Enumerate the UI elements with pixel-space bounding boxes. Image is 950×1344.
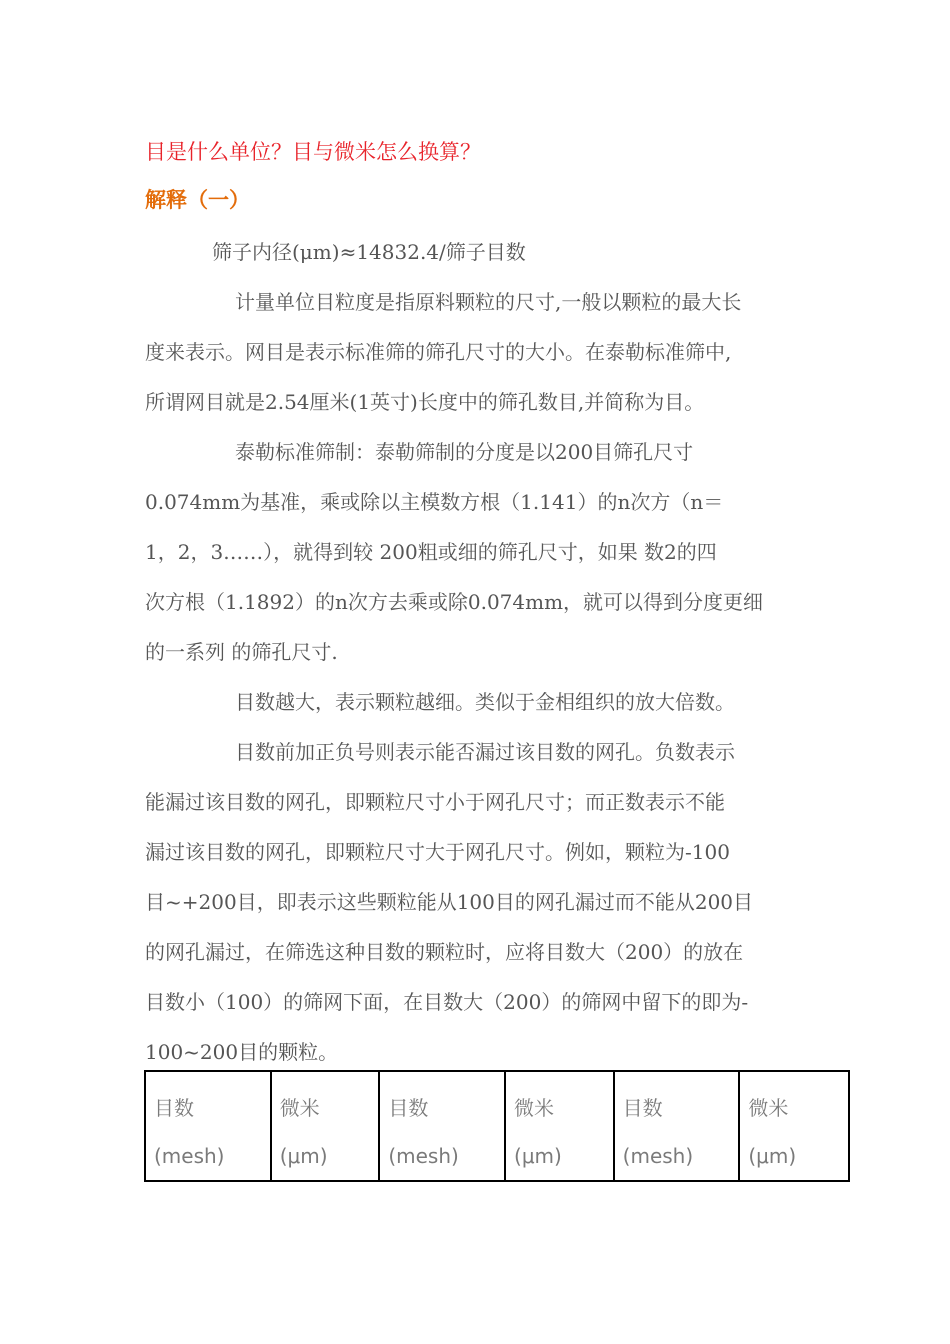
- section-heading: 解释（一）: [145, 187, 250, 212]
- header-mesh: [145, 1071, 271, 1181]
- paragraph-line: 的网孔漏过，在筛选这种目数的颗粒时，应将目数大（200）的放在: [145, 940, 744, 964]
- header-micron: [271, 1071, 380, 1181]
- paragraph-line: 计量单位目粒度是指原料颗粒的尺寸,一般以颗粒的最大长: [235, 290, 742, 314]
- formula-line: 筛子内径(μm)≈14832.4/筛子目数: [212, 240, 526, 264]
- header-mesh: [614, 1071, 740, 1181]
- header-label: 目数: [154, 1096, 194, 1120]
- header-micron: [505, 1071, 614, 1181]
- header-mesh: [379, 1071, 505, 1181]
- paragraph-line: 泰勒标准筛制：泰勒筛制的分度是以200目筛孔尺寸: [235, 440, 694, 464]
- header-label: 微米: [279, 1096, 320, 1120]
- header-unit: (μm): [279, 1144, 328, 1168]
- paragraph-line: 目数小（100）的筛网下面，在目数大（200）的筛网中留下的即为-: [145, 990, 749, 1014]
- header-label: 目数: [622, 1096, 663, 1120]
- paragraph-line: 度来表示。网目是表示标准筛的筛孔尺寸的大小。在泰勒标准筛中,: [145, 340, 732, 364]
- mesh-conversion-table: [144, 1070, 850, 1182]
- paragraph-line: 所谓网目就是2.54厘米(1英寸)长度中的筛孔数目,并简称为目。: [145, 390, 705, 414]
- paragraph-line: 1，2，3……），就得到较 200粗或细的筛孔尺寸，如果 数2的四: [145, 540, 717, 564]
- table-header-row: [145, 1071, 849, 1181]
- header-label: 微米: [748, 1096, 789, 1120]
- paragraph-line: 100~200目的颗粒。: [145, 1040, 339, 1064]
- paragraph-line: 目~+200目，即表示这些颗粒能从100目的网孔漏过而不能从200目: [145, 890, 754, 914]
- header-unit: (mesh): [154, 1144, 225, 1168]
- header-label: 目数: [388, 1096, 429, 1120]
- header-micron: [739, 1071, 849, 1181]
- header-unit: (mesh): [388, 1144, 459, 1168]
- paragraph-line: 次方根（1.1892）的n次方去乘或除0.074mm，就可以得到分度更细: [145, 590, 764, 614]
- paragraph-line: 漏过该目数的网孔，即颗粒尺寸大于网孔尺寸。例如，颗粒为-100: [145, 840, 730, 864]
- header-unit: (mesh): [622, 1144, 694, 1168]
- page-title: 目是什么单位？目与微米怎么换算？: [145, 140, 481, 164]
- paragraph-line: 0.074mm为基准，乘或除以主模数方根（1.141）的n次方（n＝: [145, 490, 724, 514]
- paragraph-line: 的一系列 的筛孔尺寸.: [145, 640, 338, 664]
- paragraph-line: 能漏过该目数的网孔，即颗粒尺寸小于网孔尺寸；而正数表示不能: [145, 790, 725, 814]
- header-unit: (μm): [748, 1144, 797, 1168]
- header-unit: (μm): [514, 1144, 562, 1168]
- paragraph-line: 目数前加正负号则表示能否漏过该目数的网孔。负数表示: [235, 740, 735, 764]
- header-label: 微米: [514, 1096, 555, 1120]
- paragraph-line: 目数越大，表示颗粒越细。类似于金相组织的放大倍数。: [235, 690, 735, 714]
